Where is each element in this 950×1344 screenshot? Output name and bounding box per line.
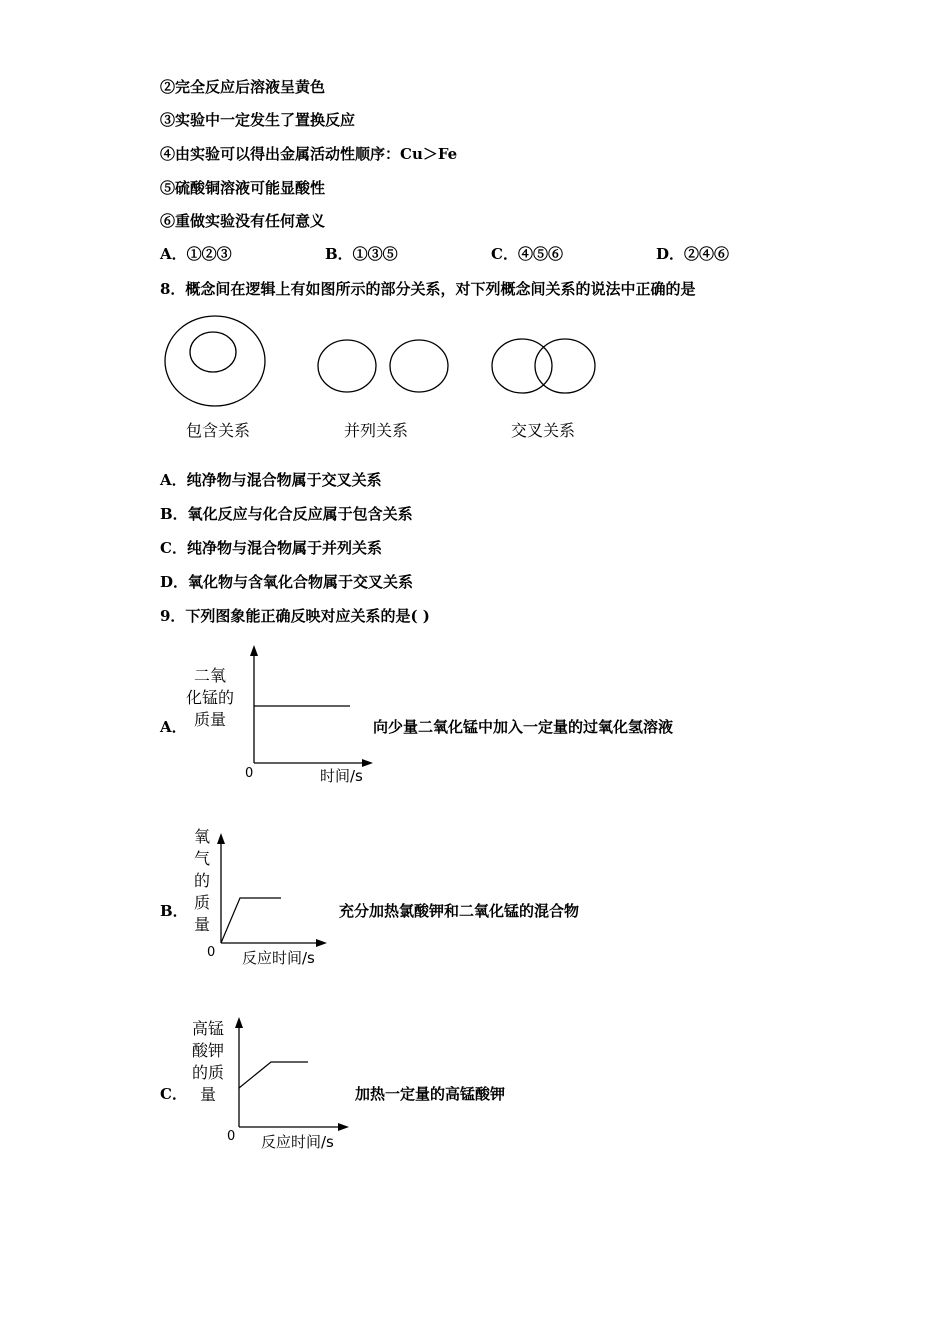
graph-a-ylabel-line: 化锰的 xyxy=(186,688,235,707)
q8-option-d[interactable]: D．氧化物与含氧化合物属于交叉关系 xyxy=(160,573,414,591)
q9-stem: 9．下列图象能正确反映对应关系的是( ) xyxy=(160,607,430,625)
q8-option-b[interactable]: B．氧化反应与化合反应属于包含关系 xyxy=(160,505,413,523)
graph-c-curve xyxy=(239,1062,308,1088)
statement-2: ②完全反应后溶液呈黄色 xyxy=(160,78,326,96)
graph-c-ylabel-line: 高锰 xyxy=(192,1019,225,1038)
graph-c-x-arrow xyxy=(338,1123,349,1131)
graph-a-origin: 0 xyxy=(245,766,254,781)
q7-option-c[interactable]: C．④⑤⑥ xyxy=(491,245,563,263)
graph-b-ylabel-line: 量 xyxy=(194,915,211,934)
q7-option-b[interactable]: B．①③⑤ xyxy=(325,245,398,263)
graph-b-xlabel: 反应时间/s xyxy=(242,949,315,967)
statement-4: ④由实验可以得出金属活动性顺序：Cu＞Fe xyxy=(160,145,458,163)
graph-b-caption: 充分加热氯酸钾和二氧化锰的混合物 xyxy=(339,902,580,920)
graph-a-ylabel-line: 二氧 xyxy=(194,666,227,685)
statement-5: ⑤硫酸铜溶液可能显酸性 xyxy=(160,179,326,197)
q7-option-a[interactable]: A．①②③ xyxy=(160,245,232,263)
q9-option-a-letter[interactable]: A． xyxy=(160,718,187,736)
q7-option-d[interactable]: D．②④⑥ xyxy=(656,245,730,263)
graph-c-ylabel-line: 酸钾 xyxy=(192,1041,225,1060)
q9-option-b-letter[interactable]: B． xyxy=(160,902,188,920)
graph-c-xlabel: 反应时间/s xyxy=(261,1133,334,1151)
q8-option-a[interactable]: A．纯净物与混合物属于交叉关系 xyxy=(160,471,382,489)
q8-stem: 8．概念间在逻辑上有如图所示的部分关系，对下列概念间关系的说法中正确的是 xyxy=(160,280,696,298)
graph-c-y-arrow xyxy=(235,1017,243,1028)
graph-c-origin: 0 xyxy=(227,1129,236,1144)
q8-option-c[interactable]: C．纯净物与混合物属于并列关系 xyxy=(160,539,382,557)
graph-b-ylabel-line: 的 xyxy=(194,871,211,890)
graph-c-ylabel-line: 的质 xyxy=(192,1063,225,1082)
graph-a-xlabel: 时间/s xyxy=(320,767,363,785)
statement-3: ③实验中一定发生了置换反应 xyxy=(160,111,356,129)
label-cross: 交叉关系 xyxy=(511,421,576,440)
graph-b-ylabel-line: 氧 xyxy=(194,827,211,846)
graph-a-ylabel-line: 质量 xyxy=(194,710,227,729)
graph-a-caption: 向少量二氧化锰中加入一定量的过氧化氢溶液 xyxy=(373,718,674,736)
q9-option-c-letter[interactable]: C． xyxy=(160,1085,187,1103)
statement-6: ⑥重做实验没有任何意义 xyxy=(160,212,326,230)
label-parallel: 并列关系 xyxy=(344,421,409,440)
graph-b-ylabel-line: 气 xyxy=(194,849,211,868)
graph-b-origin: 0 xyxy=(207,945,216,960)
graph-c-caption: 加热一定量的高锰酸钾 xyxy=(355,1085,506,1103)
graph-b-ylabel-line: 质 xyxy=(194,893,211,912)
label-inclusion: 包含关系 xyxy=(186,421,251,440)
graph-c-ylabel-line: 量 xyxy=(200,1085,217,1104)
